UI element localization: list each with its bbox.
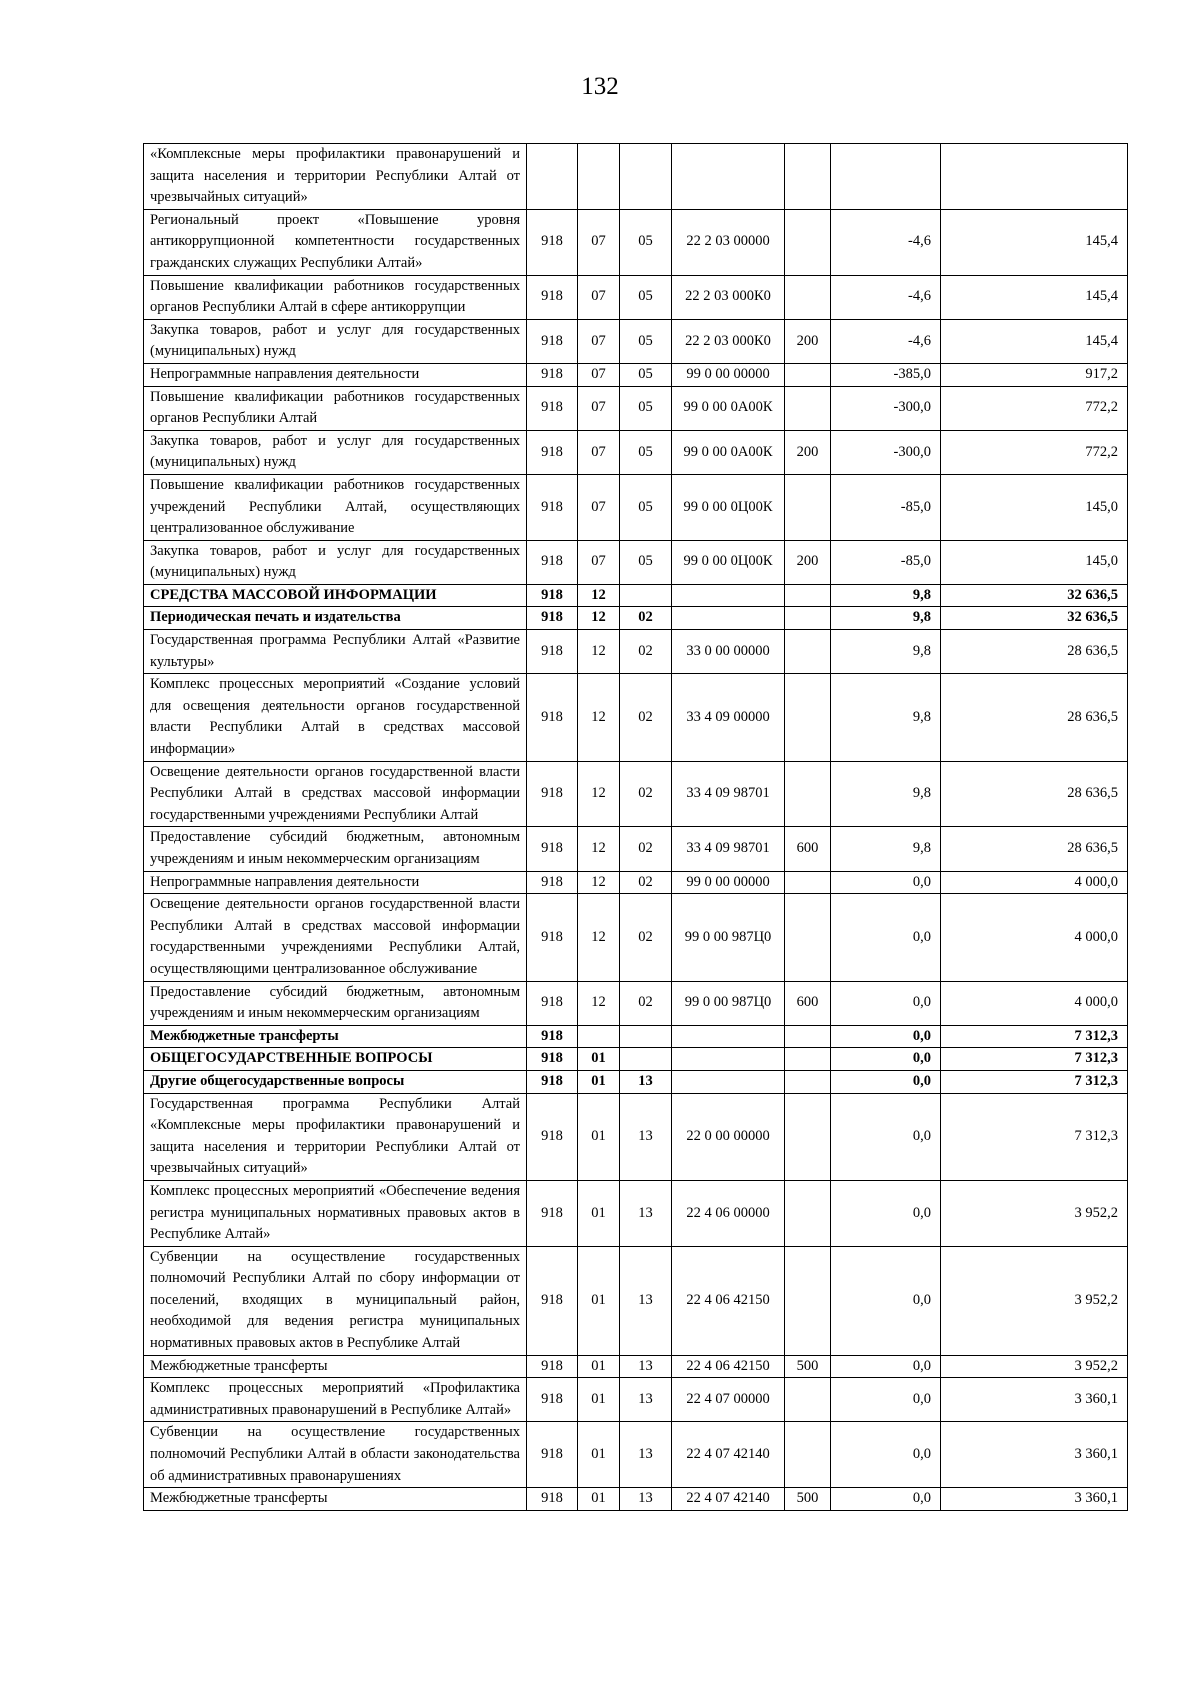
cell-admin-code: 918 — [527, 630, 578, 674]
cell-change: 9,8 — [831, 827, 941, 871]
cell-expense-type — [785, 1048, 831, 1071]
cell-admin-code: 918 — [527, 1180, 578, 1246]
cell-change: 0,0 — [831, 1070, 941, 1093]
cell-name: Периодическая печать и издательства — [144, 607, 527, 630]
cell-name: Непрограммные направления деятельности — [144, 871, 527, 894]
cell-section: 07 — [578, 209, 620, 275]
cell-section: 12 — [578, 871, 620, 894]
cell-total: 28 636,5 — [941, 674, 1128, 761]
cell-total: 3 952,2 — [941, 1180, 1128, 1246]
cell-admin-code: 918 — [527, 761, 578, 827]
cell-section: 07 — [578, 540, 620, 584]
cell-section: 01 — [578, 1048, 620, 1071]
cell-section: 12 — [578, 894, 620, 981]
cell-admin-code: 918 — [527, 894, 578, 981]
cell-name: Непрограммные направления деятельности — [144, 363, 527, 386]
cell-total: 7 312,3 — [941, 1025, 1128, 1048]
cell-section: 12 — [578, 761, 620, 827]
table-row — [144, 1488, 1128, 1511]
cell-total: 145,0 — [941, 474, 1128, 540]
cell-section: 12 — [578, 827, 620, 871]
cell-admin-code: 918 — [527, 430, 578, 474]
cell-name: Повышение квалификации работников государственных учреждений Республики Алтай, осуществляющих централизованное обслуживание — [144, 474, 527, 540]
cell-target-article — [672, 1048, 785, 1071]
cell-admin-code: 918 — [527, 319, 578, 363]
cell-subsection: 05 — [620, 386, 672, 430]
cell-target-article: 33 4 09 00000 — [672, 674, 785, 761]
cell-change: -385,0 — [831, 363, 941, 386]
cell-admin-code: 918 — [527, 1048, 578, 1071]
cell-admin-code: 918 — [527, 584, 578, 607]
cell-admin-code: 918 — [527, 1378, 578, 1422]
cell-target-article: 22 4 07 42140 — [672, 1488, 785, 1511]
cell-name: Предоставление субсидий бюджетным, автономным учреждениям и иным некоммерческим организациям — [144, 981, 527, 1025]
cell-name: Государственная программа Республики Алтай «Развитие культуры» — [144, 630, 527, 674]
cell-name: Повышение квалификации работников государственных органов Республики Алтай в сфере антикоррупции — [144, 275, 527, 319]
cell-section: 07 — [578, 363, 620, 386]
cell-expense-type — [785, 1025, 831, 1048]
cell-target-article: 33 4 09 98701 — [672, 761, 785, 827]
cell-total: 145,0 — [941, 540, 1128, 584]
cell-target-article — [672, 607, 785, 630]
cell-expense-type — [785, 607, 831, 630]
cell-admin-code: 918 — [527, 1422, 578, 1488]
cell-subsection: 05 — [620, 209, 672, 275]
cell-admin-code: 918 — [527, 474, 578, 540]
cell-total: 917,2 — [941, 363, 1128, 386]
table-row — [144, 363, 1128, 386]
table-row — [144, 1025, 1128, 1048]
cell-name: Закупка товаров, работ и услуг для государственных (муниципальных) нужд — [144, 430, 527, 474]
cell-change: 0,0 — [831, 1048, 941, 1071]
cell-change: -85,0 — [831, 540, 941, 584]
table-row — [144, 827, 1128, 871]
cell-name: Комплекс процессных мероприятий «Профилактика административных правонарушений в Республике Алтай» — [144, 1378, 527, 1422]
cell-subsection: 05 — [620, 474, 672, 540]
cell-admin-code: 918 — [527, 607, 578, 630]
cell-change: -300,0 — [831, 386, 941, 430]
table-row — [144, 1180, 1128, 1246]
cell-expense-type — [785, 1246, 831, 1355]
cell-target-article: 22 2 03 000К0 — [672, 319, 785, 363]
cell-total: 28 636,5 — [941, 761, 1128, 827]
cell-total: 4 000,0 — [941, 871, 1128, 894]
cell-total: 7 312,3 — [941, 1070, 1128, 1093]
table-row — [144, 1355, 1128, 1378]
cell-admin-code: 918 — [527, 1093, 578, 1180]
cell-name: ОБЩЕГОСУДАРСТВЕННЫЕ ВОПРОСЫ — [144, 1048, 527, 1071]
cell-name: Межбюджетные трансферты — [144, 1488, 527, 1511]
cell-change: 0,0 — [831, 1180, 941, 1246]
cell-section: 07 — [578, 430, 620, 474]
cell-total: 3 360,1 — [941, 1378, 1128, 1422]
cell-total: 4 000,0 — [941, 981, 1128, 1025]
table-row — [144, 630, 1128, 674]
cell-subsection: 13 — [620, 1093, 672, 1180]
cell-section: 07 — [578, 319, 620, 363]
cell-total: 32 636,5 — [941, 607, 1128, 630]
cell-expense-type: 200 — [785, 319, 831, 363]
cell-name: Освещение деятельности органов государственной власти Республики Алтай в средствах массовой информации государственными учреждениями Республики Алтай — [144, 761, 527, 827]
cell-expense-type — [785, 1422, 831, 1488]
table-row — [144, 209, 1128, 275]
cell-target-article: 22 4 07 00000 — [672, 1378, 785, 1422]
cell-admin-code: 918 — [527, 363, 578, 386]
cell-total: 28 636,5 — [941, 827, 1128, 871]
cell-expense-type: 200 — [785, 430, 831, 474]
table-row — [144, 430, 1128, 474]
cell-change: 0,0 — [831, 1093, 941, 1180]
cell-name: Межбюджетные трансферты — [144, 1355, 527, 1378]
cell-section: 01 — [578, 1070, 620, 1093]
cell-admin-code: 918 — [527, 1488, 578, 1511]
cell-total: 3 360,1 — [941, 1422, 1128, 1488]
cell-target-article: 22 2 03 00000 — [672, 209, 785, 275]
cell-total: 772,2 — [941, 430, 1128, 474]
cell-expense-type — [785, 674, 831, 761]
cell-section: 07 — [578, 474, 620, 540]
cell-admin-code: 918 — [527, 1246, 578, 1355]
cell-admin-code: 918 — [527, 674, 578, 761]
cell-admin-code: 918 — [527, 275, 578, 319]
table-row — [144, 1070, 1128, 1093]
cell-change: -85,0 — [831, 474, 941, 540]
cell-total: 145,4 — [941, 275, 1128, 319]
cell-target-article: 22 0 00 00000 — [672, 1093, 785, 1180]
cell-section: 12 — [578, 584, 620, 607]
cell-subsection: 05 — [620, 275, 672, 319]
cell-section: 12 — [578, 981, 620, 1025]
table-body — [144, 144, 1128, 1511]
cell-name: Другие общегосударственные вопросы — [144, 1070, 527, 1093]
table-row — [144, 1246, 1128, 1355]
cell-change: 9,8 — [831, 674, 941, 761]
cell-total: 4 000,0 — [941, 894, 1128, 981]
cell-change: 0,0 — [831, 1355, 941, 1378]
cell-admin-code: 918 — [527, 209, 578, 275]
cell-admin-code: 918 — [527, 871, 578, 894]
cell-section: 01 — [578, 1422, 620, 1488]
cell-subsection: 13 — [620, 1246, 672, 1355]
cell-name: Повышение квалификации работников государственных органов Республики Алтай — [144, 386, 527, 430]
cell-target-article: 22 4 06 42150 — [672, 1355, 785, 1378]
cell-subsection: 02 — [620, 871, 672, 894]
cell-target-article: 99 0 00 0А00К — [672, 430, 785, 474]
cell-change: 0,0 — [831, 1488, 941, 1511]
cell-total: 772,2 — [941, 386, 1128, 430]
cell-admin-code: 918 — [527, 1355, 578, 1378]
cell-expense-type: 600 — [785, 827, 831, 871]
cell-expense-type — [785, 871, 831, 894]
cell-section: 01 — [578, 1180, 620, 1246]
table-row — [144, 761, 1128, 827]
cell-change: 0,0 — [831, 1246, 941, 1355]
cell-expense-type — [785, 209, 831, 275]
cell-section — [578, 144, 620, 210]
cell-change: 0,0 — [831, 1025, 941, 1048]
cell-section — [578, 1025, 620, 1048]
cell-section: 01 — [578, 1246, 620, 1355]
cell-change: 0,0 — [831, 871, 941, 894]
cell-name: СРЕДСТВА МАССОВОЙ ИНФОРМАЦИИ — [144, 584, 527, 607]
cell-subsection — [620, 144, 672, 210]
cell-total: 3 360,1 — [941, 1488, 1128, 1511]
cell-name: «Комплексные меры профилактики правонарушений и защита населения и территории Республики Алтай от чрезвычайных ситуаций» — [144, 144, 527, 210]
cell-total: 145,4 — [941, 209, 1128, 275]
cell-expense-type — [785, 584, 831, 607]
cell-subsection — [620, 584, 672, 607]
cell-target-article: 22 4 06 00000 — [672, 1180, 785, 1246]
cell-expense-type: 500 — [785, 1488, 831, 1511]
cell-subsection: 02 — [620, 630, 672, 674]
cell-section: 12 — [578, 674, 620, 761]
cell-target-article — [672, 1070, 785, 1093]
cell-admin-code: 918 — [527, 540, 578, 584]
table-row — [144, 607, 1128, 630]
cell-target-article: 99 0 00 0Ц00К — [672, 540, 785, 584]
cell-subsection: 02 — [620, 674, 672, 761]
cell-subsection: 13 — [620, 1355, 672, 1378]
cell-name: Региональный проект «Повышение уровня антикоррупционной компетентности государственных гражданских служащих Республики Алтай» — [144, 209, 527, 275]
cell-total: 145,4 — [941, 319, 1128, 363]
table-row — [144, 871, 1128, 894]
budget-table — [143, 143, 1128, 1511]
cell-target-article: 99 0 00 00000 — [672, 871, 785, 894]
cell-name: Освещение деятельности органов государственной власти Республики Алтай в средствах массовой информации государственными учреждениями Республики Алтай, осуществляющими централизованное обслуживание — [144, 894, 527, 981]
cell-change: 0,0 — [831, 894, 941, 981]
cell-admin-code: 918 — [527, 1070, 578, 1093]
cell-section: 12 — [578, 607, 620, 630]
cell-subsection: 05 — [620, 430, 672, 474]
cell-subsection: 13 — [620, 1180, 672, 1246]
cell-admin-code: 918 — [527, 1025, 578, 1048]
cell-target-article: 99 0 00 00000 — [672, 363, 785, 386]
cell-subsection: 13 — [620, 1488, 672, 1511]
table-row — [144, 1378, 1128, 1422]
cell-admin-code — [527, 144, 578, 210]
cell-target-article: 33 4 09 98701 — [672, 827, 785, 871]
cell-change: -4,6 — [831, 209, 941, 275]
cell-total: 28 636,5 — [941, 630, 1128, 674]
cell-target-article — [672, 584, 785, 607]
table-row — [144, 386, 1128, 430]
cell-admin-code: 918 — [527, 386, 578, 430]
table-row — [144, 319, 1128, 363]
cell-section: 12 — [578, 630, 620, 674]
cell-subsection: 05 — [620, 363, 672, 386]
table-row — [144, 144, 1128, 210]
cell-expense-type — [785, 1070, 831, 1093]
table-row — [144, 540, 1128, 584]
cell-name: Закупка товаров, работ и услуг для государственных (муниципальных) нужд — [144, 319, 527, 363]
cell-subsection: 02 — [620, 981, 672, 1025]
cell-subsection: 13 — [620, 1422, 672, 1488]
cell-target-article: 22 4 06 42150 — [672, 1246, 785, 1355]
cell-total: 7 312,3 — [941, 1093, 1128, 1180]
cell-change: -4,6 — [831, 319, 941, 363]
cell-section: 07 — [578, 386, 620, 430]
cell-target-article: 99 0 00 0Ц00К — [672, 474, 785, 540]
table-row — [144, 474, 1128, 540]
cell-change: 9,8 — [831, 761, 941, 827]
cell-name: Комплекс процессных мероприятий «Обеспечение ведения регистра муниципальных нормативных правовых актов в Республике Алтай» — [144, 1180, 527, 1246]
cell-target-article: 99 0 00 987Ц0 — [672, 894, 785, 981]
cell-expense-type — [785, 474, 831, 540]
cell-target-article: 99 0 00 987Ц0 — [672, 981, 785, 1025]
cell-admin-code: 918 — [527, 981, 578, 1025]
cell-expense-type — [785, 275, 831, 319]
cell-total — [941, 144, 1128, 210]
cell-change — [831, 144, 941, 210]
cell-expense-type — [785, 363, 831, 386]
cell-expense-type — [785, 1180, 831, 1246]
cell-name: Межбюджетные трансферты — [144, 1025, 527, 1048]
cell-section: 01 — [578, 1488, 620, 1511]
cell-total: 3 952,2 — [941, 1246, 1128, 1355]
cell-expense-type — [785, 1378, 831, 1422]
table-row — [144, 674, 1128, 761]
cell-section: 07 — [578, 275, 620, 319]
table-row — [144, 1093, 1128, 1180]
cell-subsection: 02 — [620, 827, 672, 871]
cell-subsection: 02 — [620, 607, 672, 630]
cell-subsection: 13 — [620, 1070, 672, 1093]
table-row — [144, 894, 1128, 981]
cell-target-article — [672, 144, 785, 210]
cell-change: 0,0 — [831, 981, 941, 1025]
cell-target-article: 99 0 00 0А00К — [672, 386, 785, 430]
cell-subsection: 05 — [620, 540, 672, 584]
cell-expense-type — [785, 144, 831, 210]
page-number: 132 — [581, 73, 619, 100]
cell-change: 9,8 — [831, 584, 941, 607]
cell-expense-type — [785, 630, 831, 674]
cell-name: Предоставление субсидий бюджетным, автономным учреждениям и иным некоммерческим организациям — [144, 827, 527, 871]
cell-total: 7 312,3 — [941, 1048, 1128, 1071]
cell-name: Комплекс процессных мероприятий «Создание условий для освещения деятельности органов государственной власти Республики Алтай в средствах массовой информации» — [144, 674, 527, 761]
cell-name: Субвенции на осуществление государственных полномочий Республики Алтай в области законодательства об административных правонарушениях — [144, 1422, 527, 1488]
cell-expense-type — [785, 1093, 831, 1180]
cell-expense-type: 600 — [785, 981, 831, 1025]
cell-expense-type: 200 — [785, 540, 831, 584]
cell-change: 9,8 — [831, 607, 941, 630]
cell-admin-code: 918 — [527, 827, 578, 871]
cell-change: 0,0 — [831, 1378, 941, 1422]
cell-total: 32 636,5 — [941, 584, 1128, 607]
cell-subsection — [620, 1025, 672, 1048]
cell-subsection — [620, 1048, 672, 1071]
cell-section: 01 — [578, 1093, 620, 1180]
table-row — [144, 275, 1128, 319]
cell-expense-type — [785, 894, 831, 981]
cell-subsection: 02 — [620, 894, 672, 981]
cell-total: 3 952,2 — [941, 1355, 1128, 1378]
cell-target-article: 22 4 07 42140 — [672, 1422, 785, 1488]
cell-target-article: 33 0 00 00000 — [672, 630, 785, 674]
cell-subsection: 02 — [620, 761, 672, 827]
cell-name: Государственная программа Республики Алтай «Комплексные меры профилактики правонарушений и защита населения и территории Республики Алтай от чрезвычайных ситуаций» — [144, 1093, 527, 1180]
cell-change: 9,8 — [831, 630, 941, 674]
cell-section: 01 — [578, 1378, 620, 1422]
table-row — [144, 584, 1128, 607]
table-row — [144, 1422, 1128, 1488]
table-row — [144, 981, 1128, 1025]
table-row — [144, 1048, 1128, 1071]
cell-expense-type: 500 — [785, 1355, 831, 1378]
cell-subsection: 05 — [620, 319, 672, 363]
cell-change: -300,0 — [831, 430, 941, 474]
cell-target-article — [672, 1025, 785, 1048]
cell-change: -4,6 — [831, 275, 941, 319]
cell-change: 0,0 — [831, 1422, 941, 1488]
cell-name: Субвенции на осуществление государственных полномочий Республики Алтай по сбору информации от поселений, входящих в муниципальный район, необходимой для ведения регистра муниципальных нормативных правовых актов в Республике Алтай — [144, 1246, 527, 1355]
cell-subsection: 13 — [620, 1378, 672, 1422]
cell-section: 01 — [578, 1355, 620, 1378]
cell-expense-type — [785, 386, 831, 430]
cell-expense-type — [785, 761, 831, 827]
cell-target-article: 22 2 03 000К0 — [672, 275, 785, 319]
cell-name: Закупка товаров, работ и услуг для государственных (муниципальных) нужд — [144, 540, 527, 584]
